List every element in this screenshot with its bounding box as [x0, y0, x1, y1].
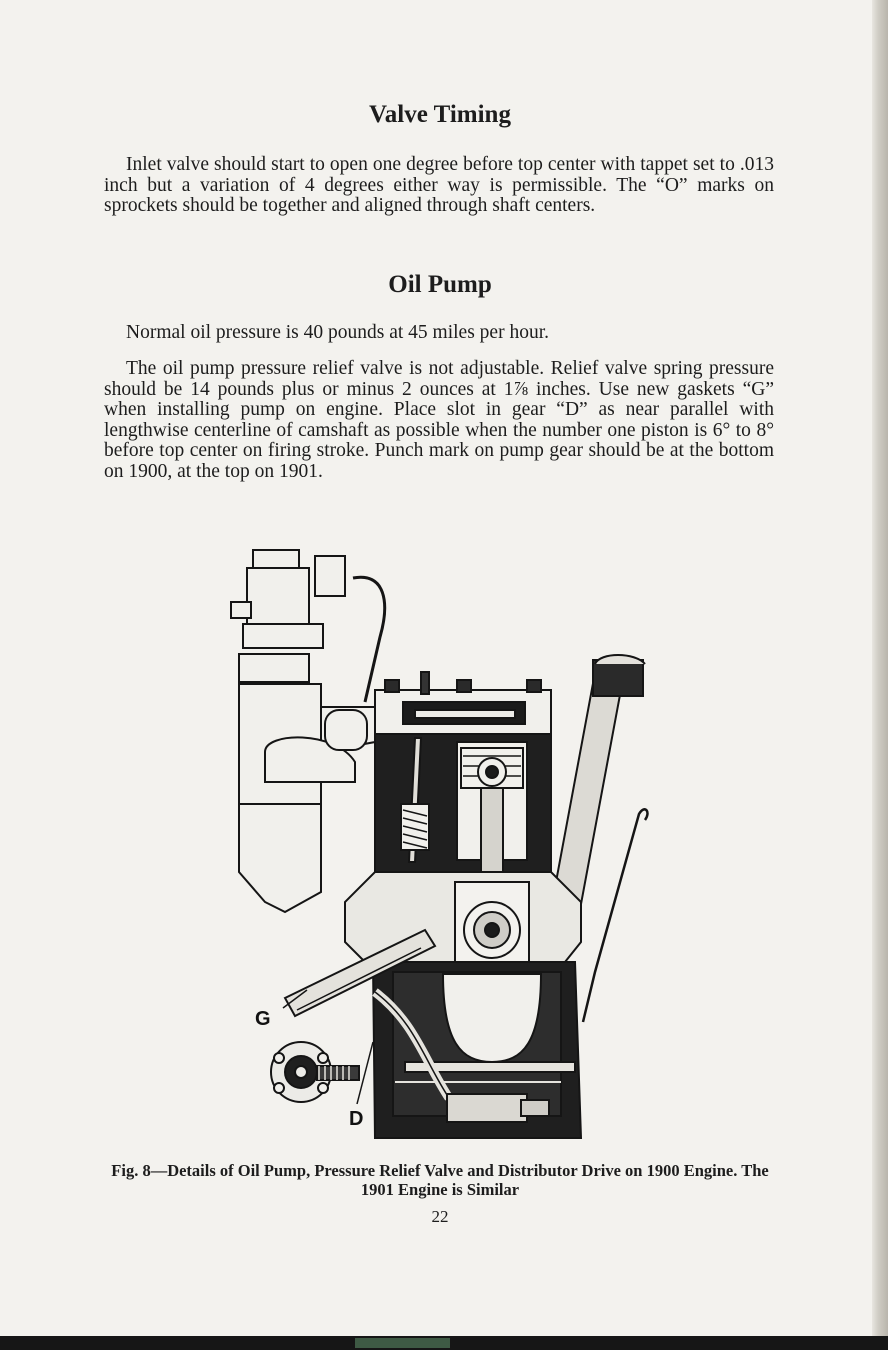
engine-cutaway-figure — [225, 542, 655, 1147]
figure-label-g: G — [255, 1008, 271, 1030]
valve-timing-heading: Valve Timing — [369, 101, 511, 128]
relief-valve-paragraph: The oil pump pressure relief valve is not adjustable. Relief valve spring pressure should be 14 pounds plus or minus 2 ounces at 1⅞ inches. Use new gaskets “G” when installing pump on engine. Place slot in gear “D” as near parallel with lengthwise centerline of camshaft as possible when the number one piston is 6° to 8° before top center on firing stroke. Punch mark on pump gear should be at the bottom on 1900, at the top on 1901. — [104, 358, 774, 482]
page-edge — [872, 0, 888, 1336]
oil-pump-heading: Oil Pump — [388, 271, 492, 298]
engine-cutaway-drawing — [225, 542, 655, 1147]
valve-timing-paragraph: Inlet valve should start to open one degree before top center with tappet set to .013 inch but a variation of 4 degrees either way is permissible. The “O” marks on sprockets should be together and aligned through shaft centers. — [104, 154, 774, 216]
figure-label-d: D — [349, 1108, 364, 1130]
figure-caption: Fig. 8—Details of Oil Pump, Pressure Relief Valve and Distributor Drive on 1900 Engine. The 1901 Engine is Similar — [111, 1161, 769, 1199]
oil-pressure-paragraph: Normal oil pressure is 40 pounds at 45 miles per hour. — [126, 322, 549, 343]
page-number: 22 — [431, 1207, 449, 1226]
scan-glint — [355, 1338, 450, 1348]
scan-bottom-edge — [0, 1336, 888, 1350]
